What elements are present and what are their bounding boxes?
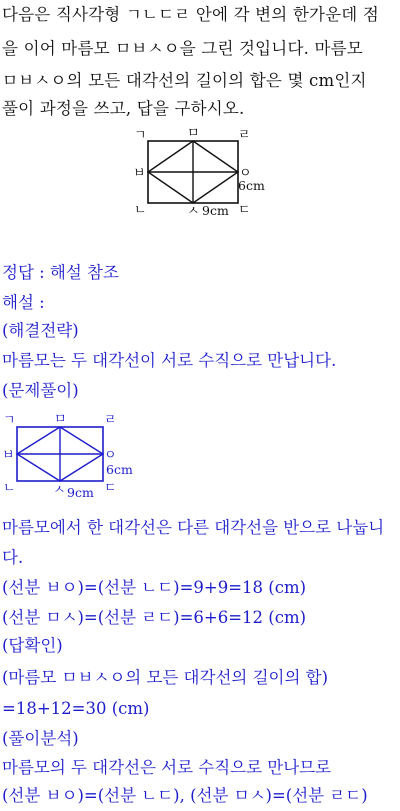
vertex-label-bm: ㅅ bbox=[187, 204, 200, 219]
answer-line-2: 해설 : bbox=[2, 293, 45, 312]
answer-half-width-label: 9cm bbox=[67, 485, 94, 500]
question-line-4: 풀이 과정을 쓰고, 답을 구하시오. bbox=[2, 99, 245, 118]
answer-vertex-label-tr: ㄹ bbox=[104, 413, 117, 428]
solution-line-3: (선분 ㅂㅇ)=(선분 ㄴㄷ)=9+9=18 (cm) bbox=[2, 578, 307, 597]
answer-vertex-label-br: ㄷ bbox=[104, 481, 117, 496]
answer-vertex-label-tl: ㄱ bbox=[3, 413, 16, 428]
solution-line-1: 마름모에서 한 대각선은 다른 대각선을 반으로 나눕니 bbox=[2, 518, 385, 537]
vertex-label-ml: ㅂ bbox=[133, 166, 146, 181]
rectangle-rhombus-figure bbox=[126, 126, 276, 220]
solution-line-10: (선분 ㅂㅇ)=(선분 ㄴㄷ), (선분 ㅁㅅ)=(선분 ㄹㄷ) bbox=[2, 786, 368, 805]
answer-vertex-label-mr: ㅇ bbox=[104, 448, 117, 463]
solution-line-5: (답확인) bbox=[2, 636, 63, 655]
question-line-2: 을 이어 마름모 ㅁㅂㅅㅇ을 그린 것입니다. 마름모 bbox=[2, 39, 363, 58]
height-label: 6cm bbox=[238, 178, 265, 193]
solution-line-9: 마름모의 두 대각선은 서로 수직으로 만나므로 bbox=[2, 758, 332, 777]
answer-vertex-label-bm: ㅅ bbox=[53, 483, 66, 498]
answer-vertex-label-tm: ㅁ bbox=[54, 412, 67, 427]
answer-line-3: (해결전략) bbox=[2, 321, 79, 340]
vertex-label-br: ㄷ bbox=[238, 203, 251, 218]
vertex-label-bl: ㄴ bbox=[134, 203, 147, 218]
answer-line-1: 정답 : 해설 참조 bbox=[2, 263, 119, 282]
solution-line-6: (마름모 ㅁㅂㅅㅇ의 모든 대각선의 길이의 합) bbox=[2, 668, 329, 687]
answer-line-4: 마름모는 두 대각선이 서로 수직으로 만납니다. bbox=[2, 351, 337, 370]
question-line-3: ㅁㅂㅅㅇ의 모든 대각선의 길이의 합은 몇 cm인지 bbox=[2, 71, 367, 90]
solution-line-2: 다. bbox=[2, 548, 24, 567]
vertex-label-tr: ㄹ bbox=[238, 128, 251, 143]
answer-line-5: (문제풀이) bbox=[2, 381, 79, 400]
answer-vertex-label-bl: ㄴ bbox=[3, 481, 16, 496]
question-line-1: 다음은 직사각형 ㄱㄴㄷㄹ 안에 각 변의 한가운데 점 bbox=[2, 5, 380, 24]
vertex-label-tm: ㅁ bbox=[187, 126, 200, 141]
half-width-label: 9cm bbox=[202, 203, 229, 218]
solution-line-7: =18+12=30 (cm) bbox=[2, 699, 150, 718]
answer-rectangle-rhombus-figure bbox=[0, 408, 150, 502]
vertex-label-mr: ㅇ bbox=[239, 166, 252, 181]
solution-line-4: (선분 ㅁㅅ)=(선분 ㄹㄷ)=6+6=12 (cm) bbox=[2, 608, 307, 627]
vertex-label-tl: ㄱ bbox=[134, 128, 147, 143]
answer-vertex-label-ml: ㅂ bbox=[2, 448, 15, 463]
solution-line-8: (풀이분석) bbox=[2, 729, 79, 748]
answer-height-label: 6cm bbox=[106, 462, 133, 477]
